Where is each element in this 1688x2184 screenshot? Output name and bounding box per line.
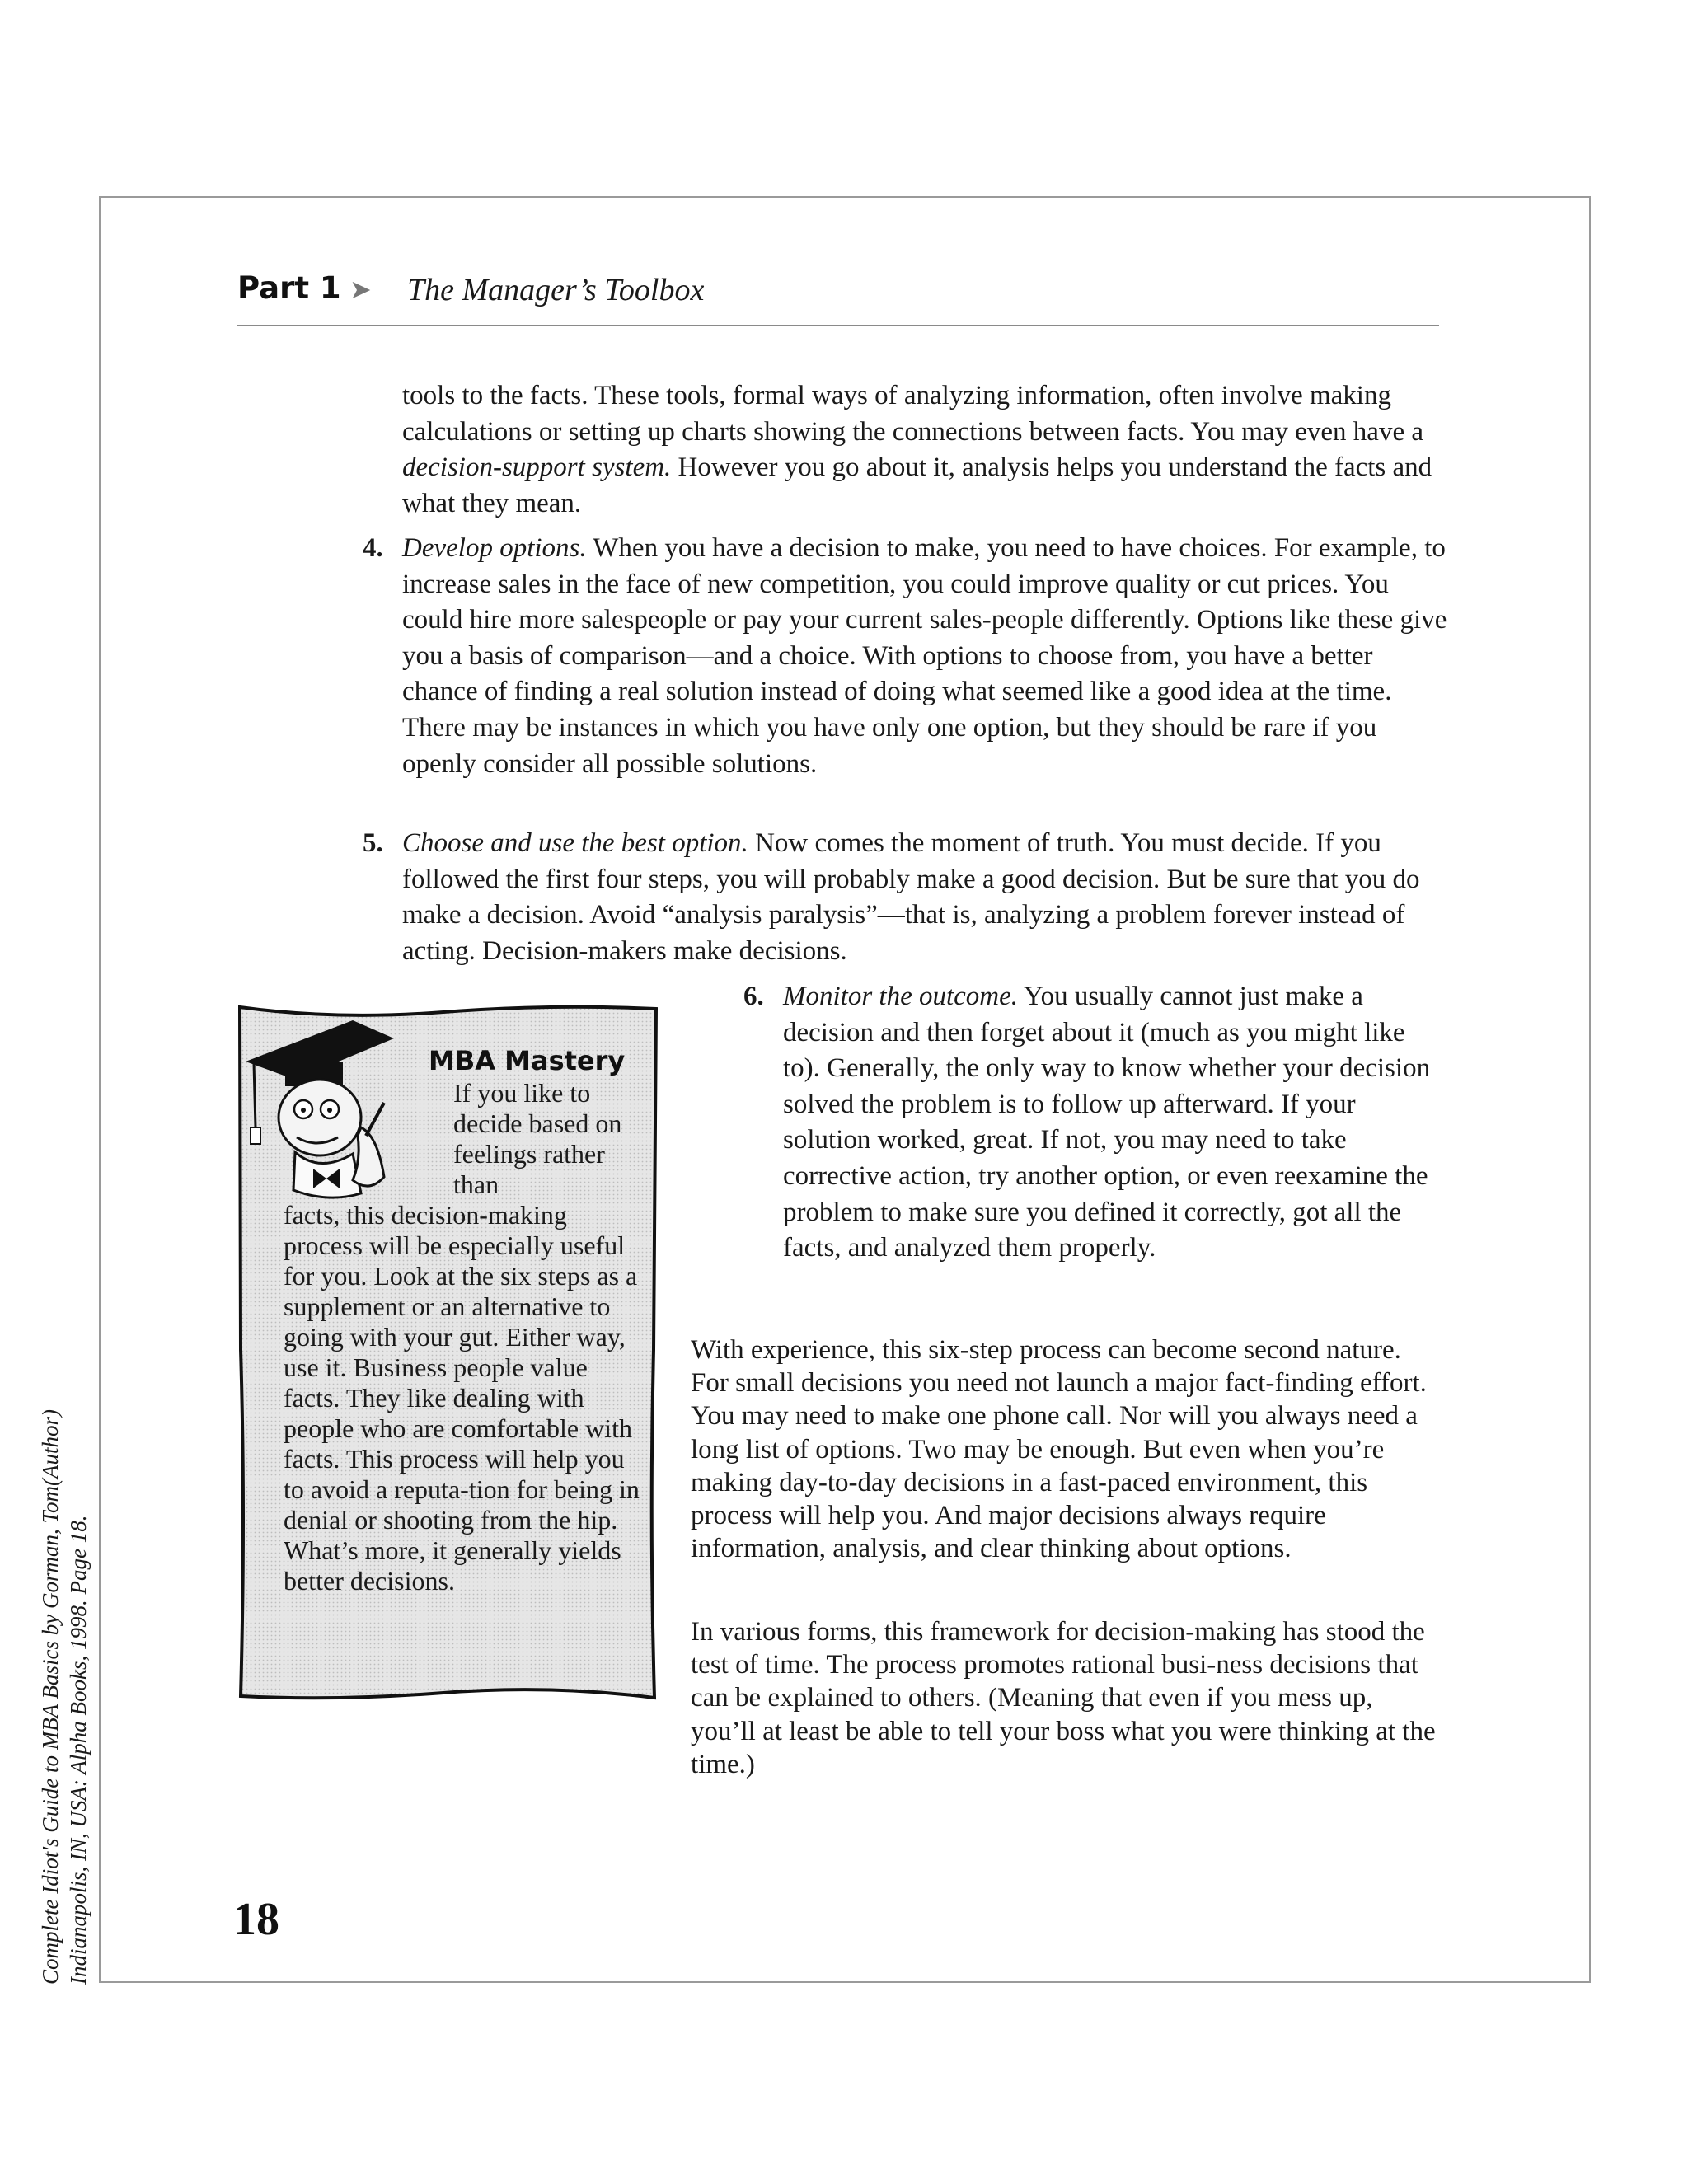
item-body: You usually cannot just make a decision and then forget about it (much as you might like to). Generally, the only way to know whether your decision solved the problem is to follow up afterward. If your solution worked, great. If not, you may need to take corrective action, try another option, or even reexamine the problem to make sure you defined it correctly, got all the facts, and analyzed them properly.	[783, 982, 1431, 1263]
sidebar-title: MBA Mastery	[429, 1045, 626, 1076]
intro-italic-term: decision-support system.	[402, 452, 672, 483]
running-head	[237, 269, 1439, 326]
citation-margin-note	[36, 1391, 92, 1985]
section-title: The Manager’s Toolbox	[407, 273, 705, 307]
citation-line-2: Indianapolis, IN, USA: Alpha Books, 1998. Page 18.	[66, 1515, 91, 1985]
intro-text-end: However you go about it, analysis helps you understand the facts and what they mean.	[402, 452, 1432, 518]
item-heading: Monitor the outcome.	[783, 982, 1019, 1011]
part-label: Part 1	[237, 270, 341, 306]
item-heading: Choose and use the best option.	[402, 828, 748, 858]
list-item-step-4	[363, 531, 1453, 782]
arrow-icon: ➤	[349, 274, 372, 304]
item-text	[783, 979, 1434, 1267]
body-paragraph-2: In various forms, this framework for decision-making has stood the test of time. The process promotes rational busi-ness decisions that can be explained to others. (Meaning that even if you mess up, you’ll at least be able to tell your boss what you were thinking at the time.)	[691, 1617, 1436, 1779]
item-number: 6.	[743, 982, 764, 1011]
item-heading: Develop options.	[402, 533, 587, 563]
page-number: 18	[233, 1894, 279, 1945]
citation-line-1: Complete Idiot's Guide to MBA Basics by Gorman, Tom(Author)	[38, 1409, 63, 1985]
item-body: Now comes the moment of truth. You must decide. If you followed the first four steps, you will probably make a good decision. But be sure that you do make a decision. Avoid “analysis paralysis”—that is, analyzing a problem forever instead of acting. Decision-makers make decisions.	[402, 828, 1420, 966]
item-number: 5.	[363, 828, 383, 858]
intro-text-start: tools to the facts. These tools, formal ways of analyzing information, often involve making calculations or setting up charts showing the connections between facts. You may even have a	[402, 381, 1423, 447]
list-item-step-5	[363, 826, 1453, 969]
item-text	[402, 531, 1453, 782]
item-text	[402, 826, 1453, 969]
item-body: When you have a decision to make, you need to have choices. For example, to increase sales in the face of new competition, you could improve quality or cut prices. You could hire more salespeople or pay your current sales-people differently. Options like these give you a basis of comparison—and a choice. With options to choose from, you have a better chance of finding a real solution instead of doing what seemed like a good idea at the time. There may be instances in which you have only one option, but they should be rare if you openly consider all possible solutions.	[402, 533, 1447, 779]
item-number: 4.	[363, 533, 383, 563]
intro-paragraph	[402, 378, 1453, 522]
sidebar-text-beside-icon: If you like to decide based on feelings rather than	[453, 1078, 622, 1199]
body-paragraph-1: With experience, this six-step process can become second nature. For small decisions you need not launch a major fact-finding effort. You may need to make one phone call. Nor will you always need a long list of options. Two may be enough. But even when you’re making day-to-day decisions in a fast-paced environment, this process will help you. And major decisions always require information, analysis, and clear thinking about options.	[691, 1335, 1427, 1564]
sidebar-text-body: facts, this decision-making process will be especially useful for you. Look at the six steps as a supplement or an alternative to going with your gut. Either way, use it. Business people value facts. They like dealing with people who are comfortable with facts. This process will help you to avoid a reputa-tion for being in denial or shooting from the hip. What’s more, it generally yields better decisions.	[284, 1200, 640, 1596]
mba-mastery-sidebar	[237, 1004, 658, 1701]
list-item-step-6	[743, 979, 1434, 1267]
